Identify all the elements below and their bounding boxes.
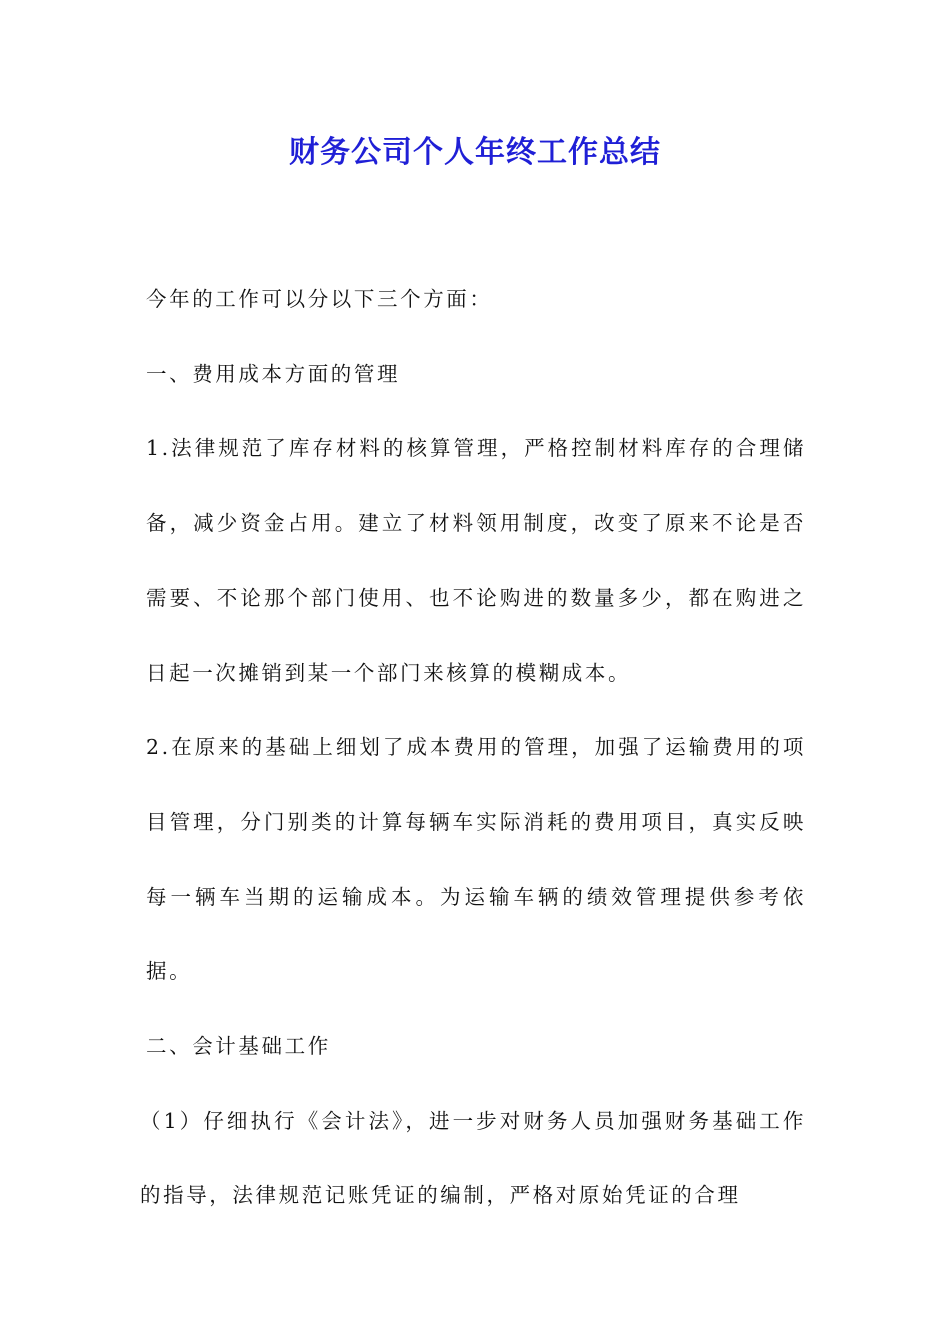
paragraph-intro: 今年的工作可以分以下三个方面： <box>146 287 493 311</box>
paragraph-item-2: 2.在原来的基础上细划了成本费用的管理，加强了运输费用的项目管理，分门别类的计算每辆车实际消耗的费用项目，真实反映每一辆车当期的运输成本。为运输车辆的绩效管理提供参考依据。 <box>146 735 806 984</box>
document-body <box>140 262 806 1233</box>
paragraph-item-accounting-1: （1）仔细执行《会计法》，进一步对财务人员加强财务基础工作的指导，法律规范记账凭证的编制，严格对原始凭证的合理 <box>140 1108 806 1208</box>
document-title: 财务公司个人年终工作总结 <box>289 135 661 170</box>
paragraph-item-1: 1.法律规范了库存材料的核算管理，严格控制材料库存的合理储备，减少资金占用。建立了材料领用制度，改变了原来不论是否需要、不论那个部门使用、也不论购进的数量多少，都在购进之日起一次摊销到某一个部门来核算的模糊成本。 <box>146 436 806 685</box>
section-heading-cost-management: 一、费用成本方面的管理 <box>146 361 401 386</box>
section-heading-accounting-basics: 二、会计基础工作 <box>146 1034 331 1059</box>
